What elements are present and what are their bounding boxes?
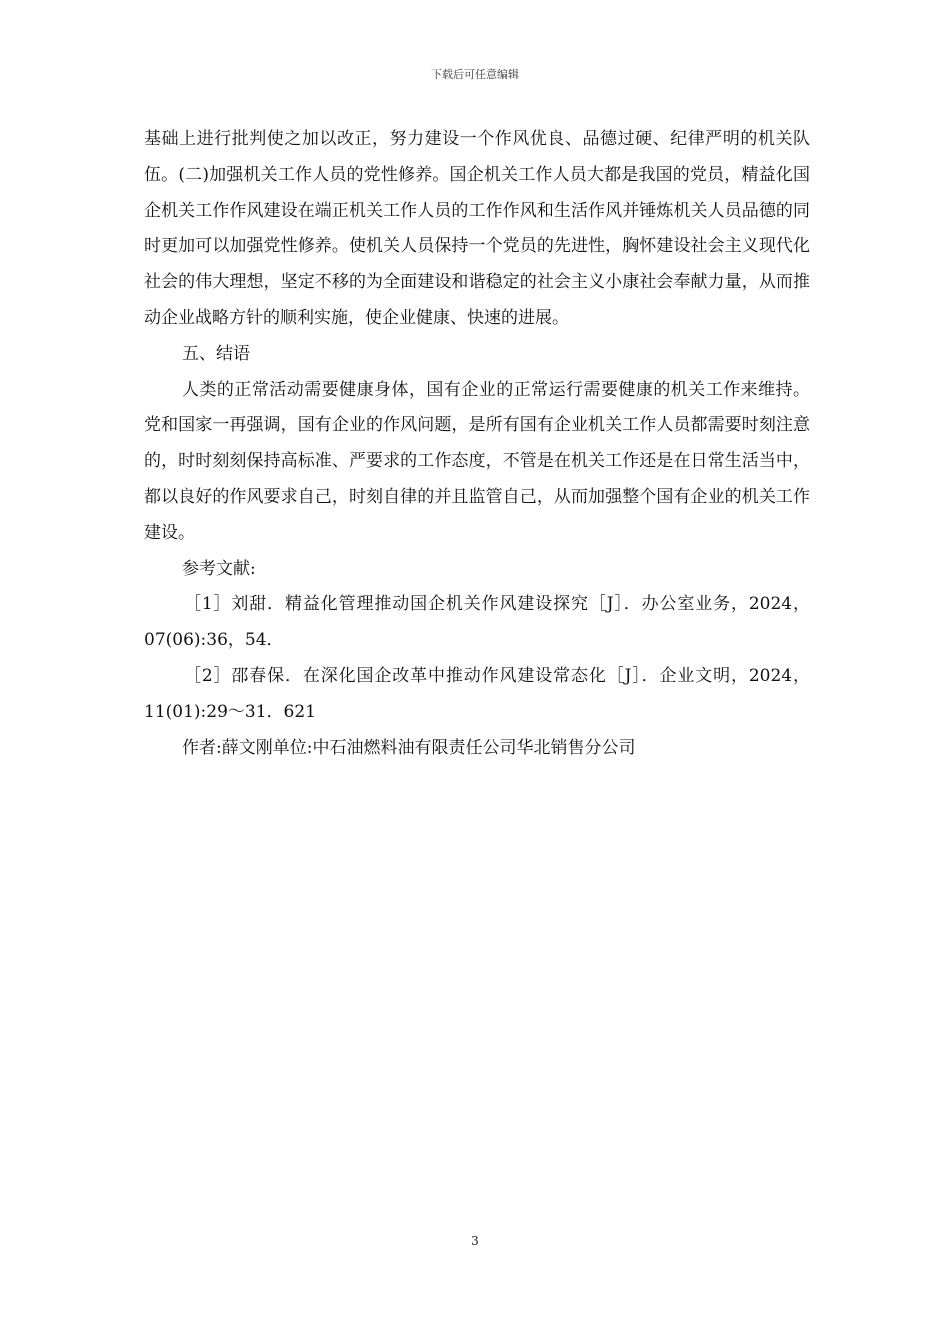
author-line: 作者:薛文刚单位:中石油燃料油有限责任公司华北销售分公司 (182, 737, 636, 758)
body-paragraph: 基础上进行批判使之加以改正，努力建设一个作风优良、品德过硬、纪律严明的机关队伍。(二)加强机关工作人员的党性修养。国企机关工作人员大都是我国的党员，精益化国企机关工作作风建设在端正机关工作人员的工作作风和生活作风并锤炼机关人员品德的同时更加可以加强党性修养。使机关人员保持一个党员的先进性，胸怀建设社会主义现代化社会的伟大理想，坚定不移的为全面建设和谐稳定的社会主义小康社会奉献力量，从而推动企业战略方针的顺利实施，使企业健康、快速的进展。 (144, 129, 810, 328)
document-body (144, 122, 810, 766)
references-heading: 参考文献: (182, 558, 256, 579)
reference-item-1: ［1］刘甜．精益化管理推动国企机关作风建设探究［J］．办公室业务，2024，07(06):36，54． (144, 594, 810, 651)
page-header: 下载后可任意编辑 (431, 68, 519, 81)
body-paragraph-conclusion: 人类的正常活动需要健康身体，国有企业的正常运行需要健康的机关工作来维持。党和国家一再强调，国有企业的作风问题，是所有国有企业机关工作人员都需要时刻注意的，时时刻刻保持高标准、严要求的工作态度，不管是在机关工作还是在日常生活当中，都以良好的作风要求自己，时刻自律的并且监管自己，从而加强整个国有企业的机关工作建设。 (144, 379, 810, 543)
section-heading: 五、结语 (182, 343, 250, 364)
reference-item-2: ［2］邵春保．在深化国企改革中推动作风建设常态化［J］．企业文明，2024，11(01):29～31．621 (144, 665, 810, 722)
page-number: 3 (471, 1234, 479, 1248)
